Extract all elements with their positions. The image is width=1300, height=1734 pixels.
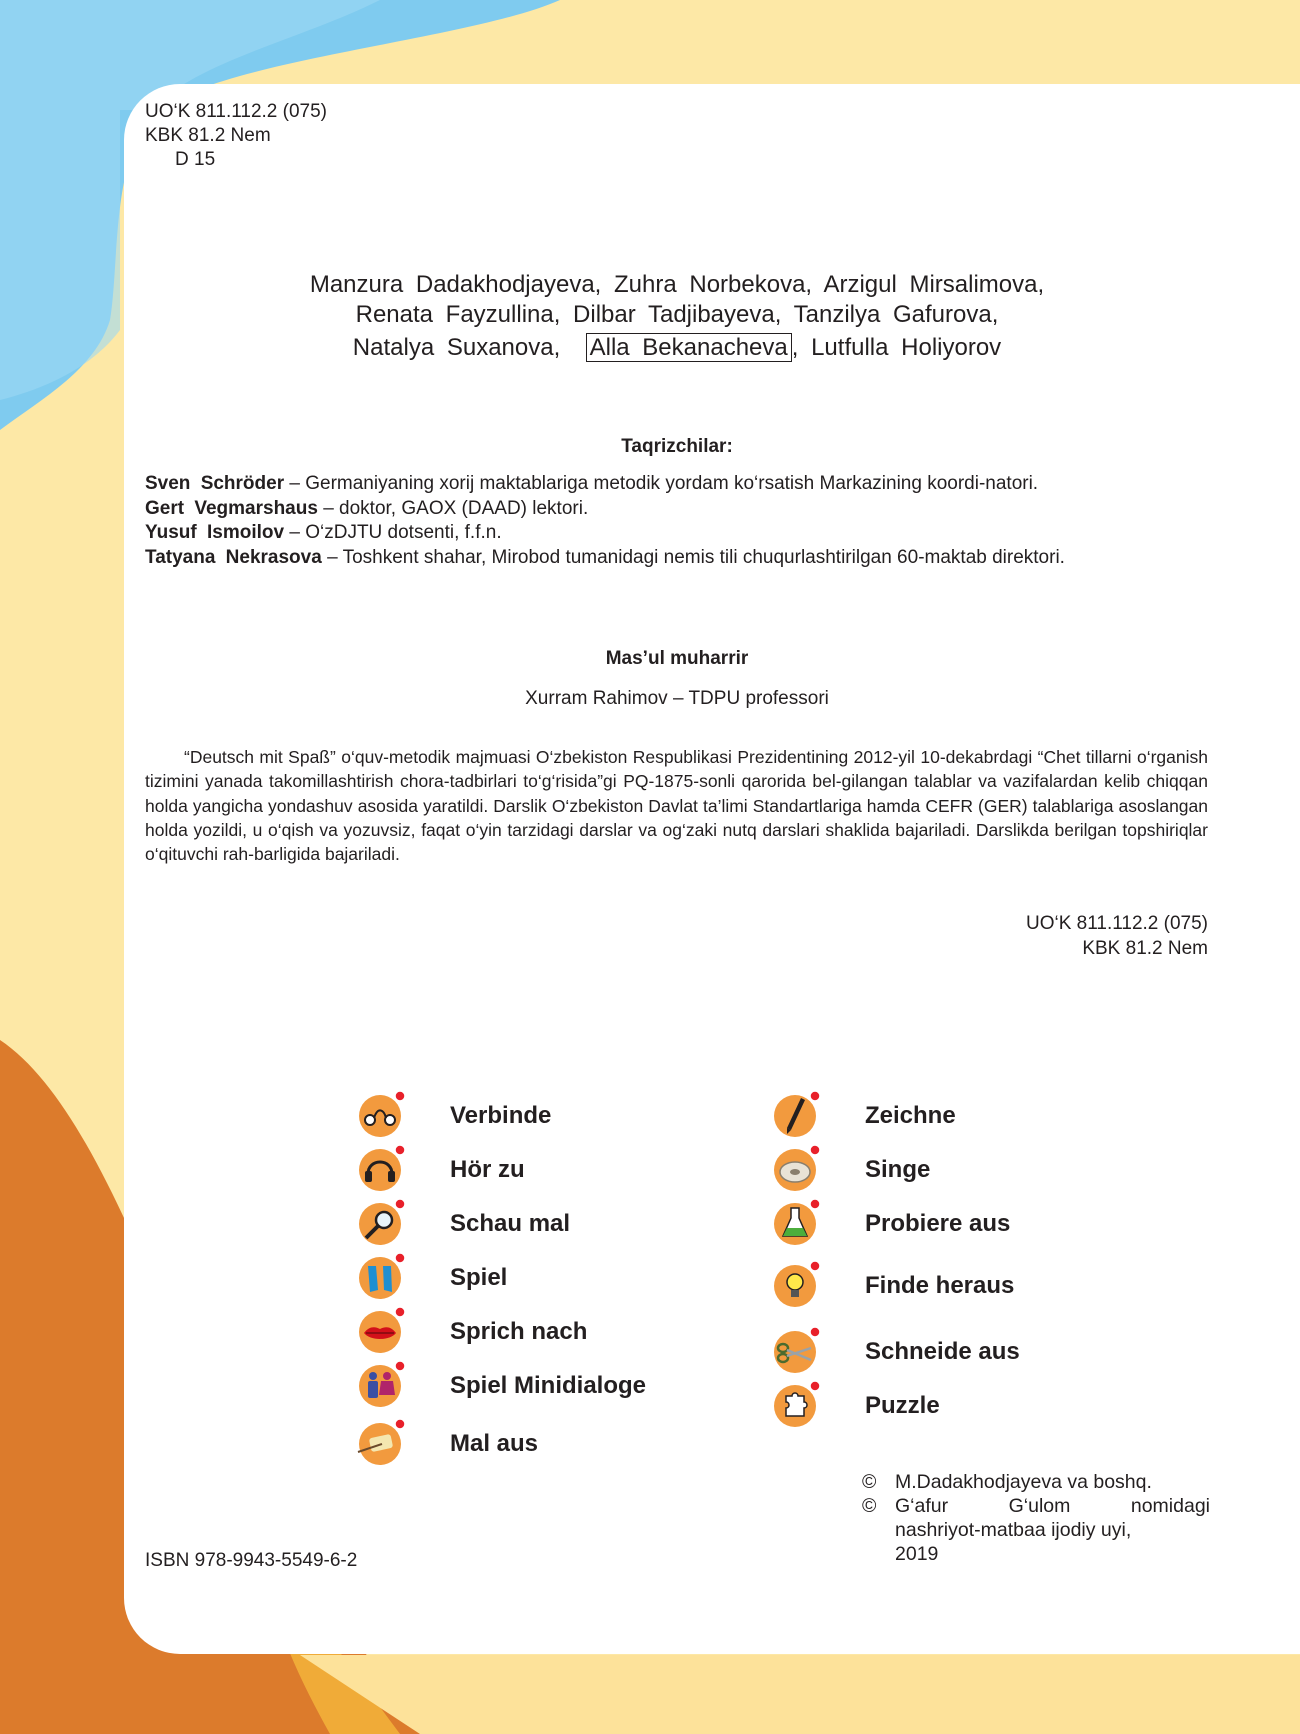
authors-block: [145, 270, 1209, 363]
pencil-icon: [771, 1090, 821, 1140]
reviewer-name: Tatyana Nekrasova: [145, 546, 322, 568]
copyright-row: [862, 1470, 1210, 1494]
copyright-symbol: ©: [862, 1471, 877, 1493]
reviewer-name: Yusuf Ismoilov: [145, 522, 285, 543]
reviewer-entry: [145, 546, 1208, 571]
copyright-block: [862, 1470, 1210, 1566]
reviewer-name: Gert Vegmarshaus: [145, 497, 318, 519]
udk-footer: [1026, 912, 1208, 961]
legend-label: Hör zu: [450, 1156, 525, 1183]
copyright-text: M.Dadakhodjayeva va boshq.: [895, 1471, 1152, 1493]
reviewer-text: – O‘zDJTU dotsenti, f.f.n.: [284, 522, 502, 543]
code-line: D 15: [175, 149, 216, 170]
lips-icon: [356, 1306, 406, 1356]
authors-line-1: Manzura Dadakhodjayeva, Zuhra Norbekova, Arzigul Mirsalimova,: [309, 271, 1045, 298]
udk-line: UO‘K 811.112.2 (075): [145, 101, 328, 122]
reviewer-text: – doktor, GAOX (DAAD) lektori.: [317, 497, 589, 519]
publication-year: 2019: [895, 1543, 939, 1565]
lab-flask-icon: [771, 1198, 821, 1248]
copyright-row: [862, 1494, 1210, 1566]
paint-palette-icon: [356, 1418, 406, 1468]
kbk-line: KBK 81.2 Nem: [145, 125, 271, 146]
reviewers-title: Taqrizchilar:: [621, 436, 733, 457]
reviewer-entry: [145, 521, 1208, 546]
description-paragraph: “Deutsch mit Spaß” o‘quv-metodik majmuasi O‘zbekiston Respublikasi Prezidentining 2012-yil 10-dekabrdagi “Chet tillarni o‘rganish tizimini yanada takomillashtirish chora-tadbirlari to‘g‘risida”gi PQ-1875-sonli qarorida bel-gilangan talablar va vazifalardan kelib chiqqan holda yangicha yondashuv asosida yaratildi. Darslik O‘zbekiston Davlat ta’limi Standartlariga hamda CEFR (GER) talablariga asoslangan holda yozildi, u o‘qish va yozuvsiz, faqat o‘yin tarzidagi darslar va og‘zaki nutq darslari shaklida bajariladi. Darslikda berilgan topshiriqlar o‘qituvchi rah-barligida bajariladi.: [145, 747, 1208, 865]
authors-line-3: [145, 333, 1209, 363]
copyright-symbol: ©: [862, 1495, 877, 1517]
reviewer-text: – Germaniyaning xorij maktablariga metodik yordam ko‘rsatish Markazining koordi-natori.: [284, 473, 1039, 494]
author-name: Natalya Suxanova,: [352, 334, 561, 361]
headphones-icon: [356, 1144, 406, 1194]
reviewer-text: – Toshkent shahar, Mirobod tumanidagi nemis tili chuqurlashtirilgan 60-maktab direktori.: [321, 546, 1065, 568]
legend-label: Probiere aus: [865, 1210, 1011, 1237]
lightbulb-icon: [771, 1260, 821, 1310]
legend-label: Spiel Minidialoge: [450, 1372, 647, 1399]
connect-icon: [356, 1090, 406, 1140]
legend-label: Spiel: [450, 1264, 508, 1291]
publisher-line: nashriyot-matbaa ijodiy uyi,: [895, 1519, 1132, 1541]
legend-label: Verbinde: [450, 1102, 552, 1129]
publisher-line: [895, 1494, 1210, 1518]
reviewer-entry: [145, 472, 1208, 497]
flippers-icon: [356, 1252, 406, 1302]
reviewer-name: Sven Schröder: [145, 473, 285, 494]
legend-label: Mal aus: [450, 1430, 539, 1457]
legend-label: Finde heraus: [865, 1272, 1015, 1299]
puzzle-icon: [771, 1380, 821, 1430]
reviewers-list: [145, 472, 1208, 570]
two-people-icon: [356, 1360, 406, 1410]
scissors-icon: [771, 1326, 821, 1376]
publisher-word: G‘ulom: [1008, 1495, 1071, 1517]
music-disc-icon: [771, 1144, 821, 1194]
legend-label: Schau mal: [450, 1210, 571, 1237]
isbn: ISBN 978-9943-5549-6-2: [145, 1550, 358, 1571]
udk-header: [145, 100, 327, 172]
reviewer-entry: [145, 497, 1208, 522]
legend-label: Puzzle: [865, 1392, 940, 1419]
legend-label: Sprich nach: [450, 1318, 588, 1345]
udk-line: UO‘K 811.112.2 (075): [1025, 913, 1208, 934]
boxed-author-name: Alla Bekanacheva: [586, 333, 792, 362]
editor-name: Xurram Rahimov – TDPU professori: [525, 688, 829, 709]
legend-label: Zeichne: [865, 1102, 956, 1129]
publisher-word: G‘afur: [895, 1495, 949, 1517]
legend-label: Schneide aus: [865, 1338, 1020, 1365]
copyright-text: [895, 1494, 1210, 1566]
publisher-word: nomidagi: [1130, 1495, 1210, 1517]
editor-title: Mas’ul muharrir: [605, 648, 749, 669]
legend-label: Singe: [865, 1156, 931, 1183]
kbk-line: KBK 81.2 Nem: [1082, 937, 1208, 959]
author-name: , Lutfulla Holiyorov: [791, 334, 1002, 361]
authors-line-2: Renata Fayzullina, Dilbar Tadjibayeva, Tanzilya Gafurova,: [355, 301, 999, 328]
magnifier-icon: [356, 1198, 406, 1248]
